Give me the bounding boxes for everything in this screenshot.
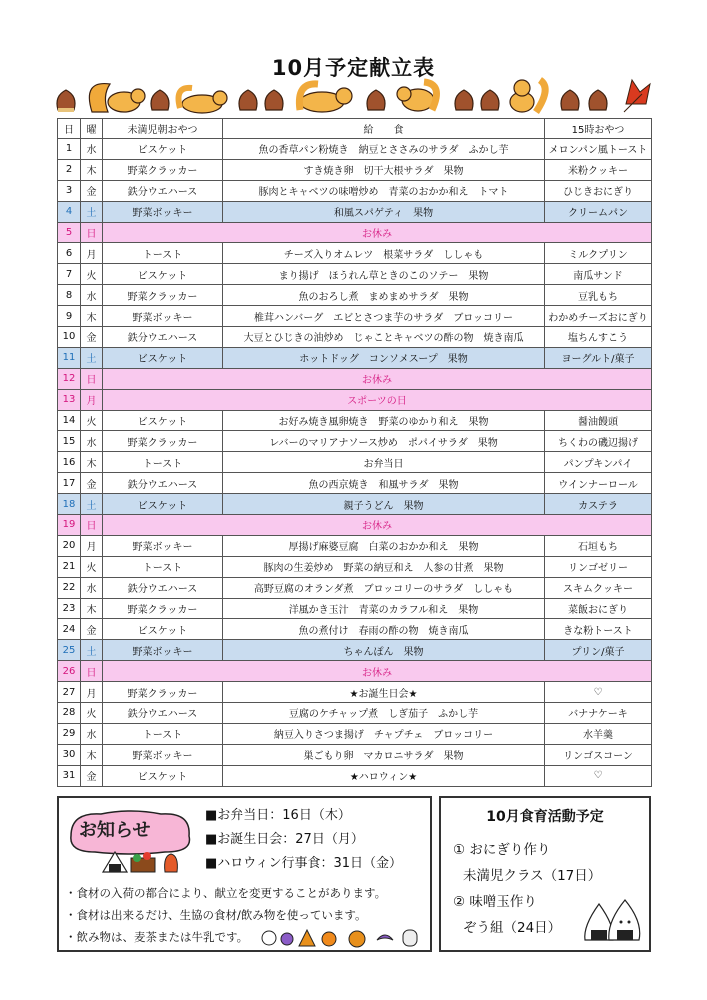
toddler-snack-cell: ビスケット bbox=[103, 619, 223, 640]
snack3-cell: ミルクプリン bbox=[545, 243, 652, 264]
snack3-cell: 南瓜サンド bbox=[545, 264, 652, 285]
header-snack3: 15時おやつ bbox=[545, 119, 652, 139]
table-row bbox=[58, 285, 652, 306]
lunch-cell: 豚肉の生姜炒め 野菜の納豆和え 人参の甘煮 果物 bbox=[223, 556, 545, 577]
toddler-snack-cell: トースト bbox=[103, 452, 223, 473]
lunch-cell: 魚の西京焼き 和風サラダ 果物 bbox=[223, 473, 545, 494]
oshirase-logo-text: お知らせ bbox=[79, 820, 151, 841]
table-row bbox=[58, 619, 652, 640]
day-cell: 12 bbox=[58, 368, 81, 389]
weekday-cell: 土 bbox=[81, 201, 103, 222]
weekday-cell: 火 bbox=[81, 264, 103, 285]
weekday-cell: 月 bbox=[81, 389, 103, 410]
table-row bbox=[58, 765, 652, 786]
lunch-cell: 巣ごもり卵 マカロニサラダ 果物 bbox=[223, 744, 545, 765]
activity-line-4: ぞう組（24日） bbox=[463, 920, 562, 936]
toddler-snack-cell: 鉄分ウエハース bbox=[103, 327, 223, 348]
lunch-cell: ちゃんぽん 果物 bbox=[223, 640, 545, 661]
lunch-cell: 親子うどん 果物 bbox=[223, 494, 545, 515]
weekday-cell: 日 bbox=[81, 368, 103, 389]
weekday-cell: 月 bbox=[81, 682, 103, 703]
lunch-cell: 和風スパゲティ 果物 bbox=[223, 201, 545, 222]
toddler-snack-cell: 野菜クラッカー bbox=[103, 598, 223, 619]
closed-cell: お休み bbox=[103, 661, 652, 682]
snack3-cell: ♡ bbox=[545, 765, 652, 786]
toddler-snack-cell: 野菜クラッカー bbox=[103, 285, 223, 306]
day-cell: 13 bbox=[58, 389, 81, 410]
toddler-snack-cell: 鉄分ウエハース bbox=[103, 180, 223, 201]
day-cell: 19 bbox=[58, 515, 81, 536]
chestnut-icon bbox=[239, 90, 283, 110]
toddler-snack-cell: 野菜ボッキー bbox=[103, 744, 223, 765]
toddler-snack-cell: 野菜クラッカー bbox=[103, 159, 223, 180]
weekday-cell: 金 bbox=[81, 473, 103, 494]
lunch-cell: 豆腐のケチャップ煮 しぎ茄子 ふかし芋 bbox=[223, 703, 545, 724]
notice-box bbox=[57, 796, 432, 952]
snack3-cell: メロンパン風トースト bbox=[545, 139, 652, 160]
toddler-snack-cell: ビスケット bbox=[103, 410, 223, 431]
table-row bbox=[58, 368, 652, 389]
weekday-cell: 月 bbox=[81, 535, 103, 556]
table-row bbox=[58, 347, 652, 368]
snack3-cell: ♡ bbox=[545, 682, 652, 703]
snack3-cell: パンプキンパイ bbox=[545, 452, 652, 473]
lunch-cell: ★お誕生日会★ bbox=[223, 682, 545, 703]
toddler-snack-cell: ビスケット bbox=[103, 139, 223, 160]
lunch-cell: お好み焼き風卵焼き 野菜のゆかり和え 果物 bbox=[223, 410, 545, 431]
day-cell: 16 bbox=[58, 452, 81, 473]
lunch-cell: ホットドッグ コンソメスープ 果物 bbox=[223, 347, 545, 368]
notice-bullet-1: ・食材の入荷の都合により、献立を変更することがあります。 bbox=[65, 886, 387, 900]
day-cell: 21 bbox=[58, 556, 81, 577]
lunch-cell: 大豆とひじきの油炒め じゃことキャベツの酢の物 焼き南瓜 bbox=[223, 327, 545, 348]
header-toddler-snack: 未満児朝おやつ bbox=[103, 119, 223, 139]
weekday-cell: 土 bbox=[81, 347, 103, 368]
day-cell: 7 bbox=[58, 264, 81, 285]
table-row bbox=[58, 452, 652, 473]
toddler-snack-cell: 野菜ボッキー bbox=[103, 306, 223, 327]
activity-line-1: ① おにぎり作り bbox=[453, 842, 551, 858]
day-cell: 25 bbox=[58, 640, 81, 661]
lunch-cell: ★ハロウィン★ bbox=[223, 765, 545, 786]
lunch-cell: 高野豆腐のオランダ煮 ブロッコリーのサラダ ししゃも bbox=[223, 577, 545, 598]
onigiri-icon bbox=[581, 896, 643, 942]
day-cell: 11 bbox=[58, 347, 81, 368]
toddler-snack-cell: ビスケット bbox=[103, 765, 223, 786]
toddler-snack-cell: ビスケット bbox=[103, 494, 223, 515]
table-row bbox=[58, 159, 652, 180]
snack3-cell: きな粉トースト bbox=[545, 619, 652, 640]
chestnut-icon bbox=[367, 90, 385, 110]
lunch-cell: まり揚げ ほうれん草ときのこのソテー 果物 bbox=[223, 264, 545, 285]
snack3-cell: ひじきおにぎり bbox=[545, 180, 652, 201]
day-cell: 31 bbox=[58, 765, 81, 786]
weekday-cell: 土 bbox=[81, 494, 103, 515]
lunch-cell: 魚の香草パン粉焼き 納豆とささみのサラダ ふかし芋 bbox=[223, 139, 545, 160]
day-cell: 10 bbox=[58, 327, 81, 348]
weekday-cell: 水 bbox=[81, 577, 103, 598]
lunch-cell: 洋風かき玉汁 青菜のカラフル和え 果物 bbox=[223, 598, 545, 619]
weekday-cell: 金 bbox=[81, 180, 103, 201]
weekday-cell: 金 bbox=[81, 619, 103, 640]
header-lunch: 給 食 bbox=[223, 119, 545, 139]
activity-line-3: ② 味噌玉作り bbox=[453, 894, 537, 910]
weekday-cell: 金 bbox=[81, 327, 103, 348]
chestnut-icon bbox=[57, 90, 75, 110]
day-cell: 30 bbox=[58, 744, 81, 765]
squirrel-icon bbox=[179, 88, 228, 113]
table-row bbox=[58, 243, 652, 264]
closed-cell: お休み bbox=[103, 222, 652, 243]
table-header bbox=[58, 119, 652, 139]
table-row bbox=[58, 515, 652, 536]
weekday-cell: 木 bbox=[81, 598, 103, 619]
toddler-snack-cell: 野菜クラッカー bbox=[103, 682, 223, 703]
day-cell: 24 bbox=[58, 619, 81, 640]
day-cell: 2 bbox=[58, 159, 81, 180]
snack3-cell: わかめチーズおにぎり bbox=[545, 306, 652, 327]
day-cell: 15 bbox=[58, 431, 81, 452]
toddler-snack-cell: トースト bbox=[103, 556, 223, 577]
day-cell: 14 bbox=[58, 410, 81, 431]
day-cell: 3 bbox=[58, 180, 81, 201]
weekday-cell: 金 bbox=[81, 765, 103, 786]
snack3-cell: ウインナーロール bbox=[545, 473, 652, 494]
weekday-cell: 火 bbox=[81, 410, 103, 431]
day-cell: 5 bbox=[58, 222, 81, 243]
table-row bbox=[58, 306, 652, 327]
table-row bbox=[58, 661, 652, 682]
activity-line-2: 未満児クラス（17日） bbox=[463, 868, 602, 884]
closed-cell: お休み bbox=[103, 515, 652, 536]
toddler-snack-cell: トースト bbox=[103, 243, 223, 264]
table-row bbox=[58, 723, 652, 744]
menu-table bbox=[57, 118, 652, 787]
snack3-cell: カステラ bbox=[545, 494, 652, 515]
day-cell: 22 bbox=[58, 577, 81, 598]
toddler-snack-cell: 鉄分ウエハース bbox=[103, 703, 223, 724]
notice-bullet-3: ・飲み物は、麦茶または牛乳です。 bbox=[65, 930, 249, 944]
weekday-cell: 木 bbox=[81, 744, 103, 765]
snack3-cell: ヨーグルト/菓子 bbox=[545, 347, 652, 368]
autumn-leaf-icon bbox=[624, 80, 650, 112]
weekday-cell: 木 bbox=[81, 452, 103, 473]
weekday-cell: 水 bbox=[81, 139, 103, 160]
toddler-snack-cell: 野菜ボッキー bbox=[103, 640, 223, 661]
table-row bbox=[58, 410, 652, 431]
snack3-cell: リンゴゼリー bbox=[545, 556, 652, 577]
toddler-snack-cell: 野菜ボッキー bbox=[103, 535, 223, 556]
snack3-cell: スキムクッキー bbox=[545, 577, 652, 598]
table-row bbox=[58, 577, 652, 598]
weekday-cell: 月 bbox=[81, 243, 103, 264]
chestnut-icon bbox=[151, 90, 169, 110]
table-row bbox=[58, 640, 652, 661]
snack3-cell: 醤油饅頭 bbox=[545, 410, 652, 431]
lunch-cell: レバーのマリアナソース炒め ポパイサラダ 果物 bbox=[223, 431, 545, 452]
chestnut-icon bbox=[455, 90, 499, 110]
day-cell: 4 bbox=[58, 201, 81, 222]
table-row bbox=[58, 494, 652, 515]
snack3-cell: ちくわの磯辺揚げ bbox=[545, 431, 652, 452]
table-row bbox=[58, 598, 652, 619]
snack3-cell: 水羊羹 bbox=[545, 723, 652, 744]
header-weekday: 曜 bbox=[81, 119, 103, 139]
lunch-cell: 納豆入りさつま揚げ チャプチェ ブロッコリー bbox=[223, 723, 545, 744]
toddler-snack-cell: 鉄分ウエハース bbox=[103, 473, 223, 494]
day-cell: 8 bbox=[58, 285, 81, 306]
snack3-cell: リンゴスコーン bbox=[545, 744, 652, 765]
day-cell: 20 bbox=[58, 535, 81, 556]
notice-bullet-2: ・食材は出来るだけ、生協の食材/飲み物を使っています。 bbox=[65, 908, 367, 922]
lunch-cell: 椎茸ハンバーグ エビとさつま芋のサラダ ブロッコリー bbox=[223, 306, 545, 327]
weekday-cell: 水 bbox=[81, 285, 103, 306]
onigiri-icon bbox=[103, 852, 127, 872]
notice-items bbox=[205, 804, 402, 876]
chestnut-icon bbox=[561, 90, 607, 110]
weekday-cell: 日 bbox=[81, 222, 103, 243]
lunch-cell: お弁当日 bbox=[223, 452, 545, 473]
lunch-cell: 魚の煮付け 春雨の酢の物 焼き南瓜 bbox=[223, 619, 545, 640]
weekday-cell: 日 bbox=[81, 515, 103, 536]
table-row bbox=[58, 327, 652, 348]
table-row bbox=[58, 431, 652, 452]
day-cell: 29 bbox=[58, 723, 81, 744]
day-cell: 6 bbox=[58, 243, 81, 264]
lunch-cell: 魚のおろし煮 まめまめサラダ 果物 bbox=[223, 285, 545, 306]
squirrel-icon bbox=[89, 84, 145, 112]
day-cell: 26 bbox=[58, 661, 81, 682]
snack3-cell: プリン/菓子 bbox=[545, 640, 652, 661]
table-row bbox=[58, 139, 652, 160]
weekday-cell: 火 bbox=[81, 703, 103, 724]
notice-item-birthday: ■お誕生日会：27日（月） bbox=[205, 832, 364, 847]
toddler-snack-cell: ビスケット bbox=[103, 347, 223, 368]
table-row bbox=[58, 535, 652, 556]
toddler-snack-cell: 野菜クラッカー bbox=[103, 431, 223, 452]
table-row bbox=[58, 744, 652, 765]
autumn-decoration bbox=[52, 74, 656, 116]
table-row bbox=[58, 473, 652, 494]
snack3-cell: 石垣もち bbox=[545, 535, 652, 556]
lunch-cell: すき焼き卵 切干大根サラダ 果物 bbox=[223, 159, 545, 180]
table-row bbox=[58, 703, 652, 724]
weekday-cell: 水 bbox=[81, 723, 103, 744]
squirrel-icon bbox=[397, 82, 437, 111]
table-row bbox=[58, 222, 652, 243]
day-cell: 9 bbox=[58, 306, 81, 327]
lunch-cell: 豚肉とキャベツの味噌炒め 青菜のおかか和え トマト bbox=[223, 180, 545, 201]
day-cell: 18 bbox=[58, 494, 81, 515]
table-row bbox=[58, 556, 652, 577]
weekday-cell: 日 bbox=[81, 661, 103, 682]
weekday-cell: 水 bbox=[81, 431, 103, 452]
weekday-cell: 土 bbox=[81, 640, 103, 661]
squirrel-icon bbox=[510, 80, 545, 112]
snack3-cell: クリームパン bbox=[545, 201, 652, 222]
page-title: 10月予定献立表 bbox=[271, 56, 436, 80]
table-row bbox=[58, 389, 652, 410]
day-cell: 23 bbox=[58, 598, 81, 619]
snack3-cell: 菜飯おにぎり bbox=[545, 598, 652, 619]
snack3-cell: 豆乳もち bbox=[545, 285, 652, 306]
snack3-cell: 塩ちんすこう bbox=[545, 327, 652, 348]
day-cell: 27 bbox=[58, 682, 81, 703]
notice-item-halloween: ■ハロウィン行事食：31日（金） bbox=[205, 856, 403, 871]
notice-item-bento: ■お弁当日：16日（木） bbox=[205, 808, 351, 823]
table-row bbox=[58, 682, 652, 703]
lunch-cell: 厚揚げ麻婆豆腐 白菜のおかか和え 果物 bbox=[223, 535, 545, 556]
table-row bbox=[58, 180, 652, 201]
table-row bbox=[58, 201, 652, 222]
weekday-cell: 火 bbox=[81, 556, 103, 577]
activity-title: 10月食育活動予定 bbox=[486, 809, 604, 825]
day-cell: 1 bbox=[58, 139, 81, 160]
table-row bbox=[58, 264, 652, 285]
toddler-snack-cell: トースト bbox=[103, 723, 223, 744]
halloween-icon bbox=[259, 926, 423, 948]
activity-box bbox=[439, 796, 651, 952]
day-cell: 28 bbox=[58, 703, 81, 724]
snack3-cell: バナナケーキ bbox=[545, 703, 652, 724]
day-cell: 17 bbox=[58, 473, 81, 494]
weekday-cell: 木 bbox=[81, 159, 103, 180]
squirrel-icon bbox=[299, 84, 352, 112]
closed-cell: お休み bbox=[103, 368, 652, 389]
closed-cell: スポーツの日 bbox=[103, 389, 652, 410]
toddler-snack-cell: ビスケット bbox=[103, 264, 223, 285]
snack3-cell: 米粉クッキー bbox=[545, 159, 652, 180]
header-day: 日 bbox=[58, 119, 81, 139]
weekday-cell: 木 bbox=[81, 306, 103, 327]
toddler-snack-cell: 鉄分ウエハース bbox=[103, 577, 223, 598]
lunch-cell: チーズ入りオムレツ 根菜サラダ ししゃも bbox=[223, 243, 545, 264]
toddler-snack-cell: 野菜ボッキー bbox=[103, 201, 223, 222]
